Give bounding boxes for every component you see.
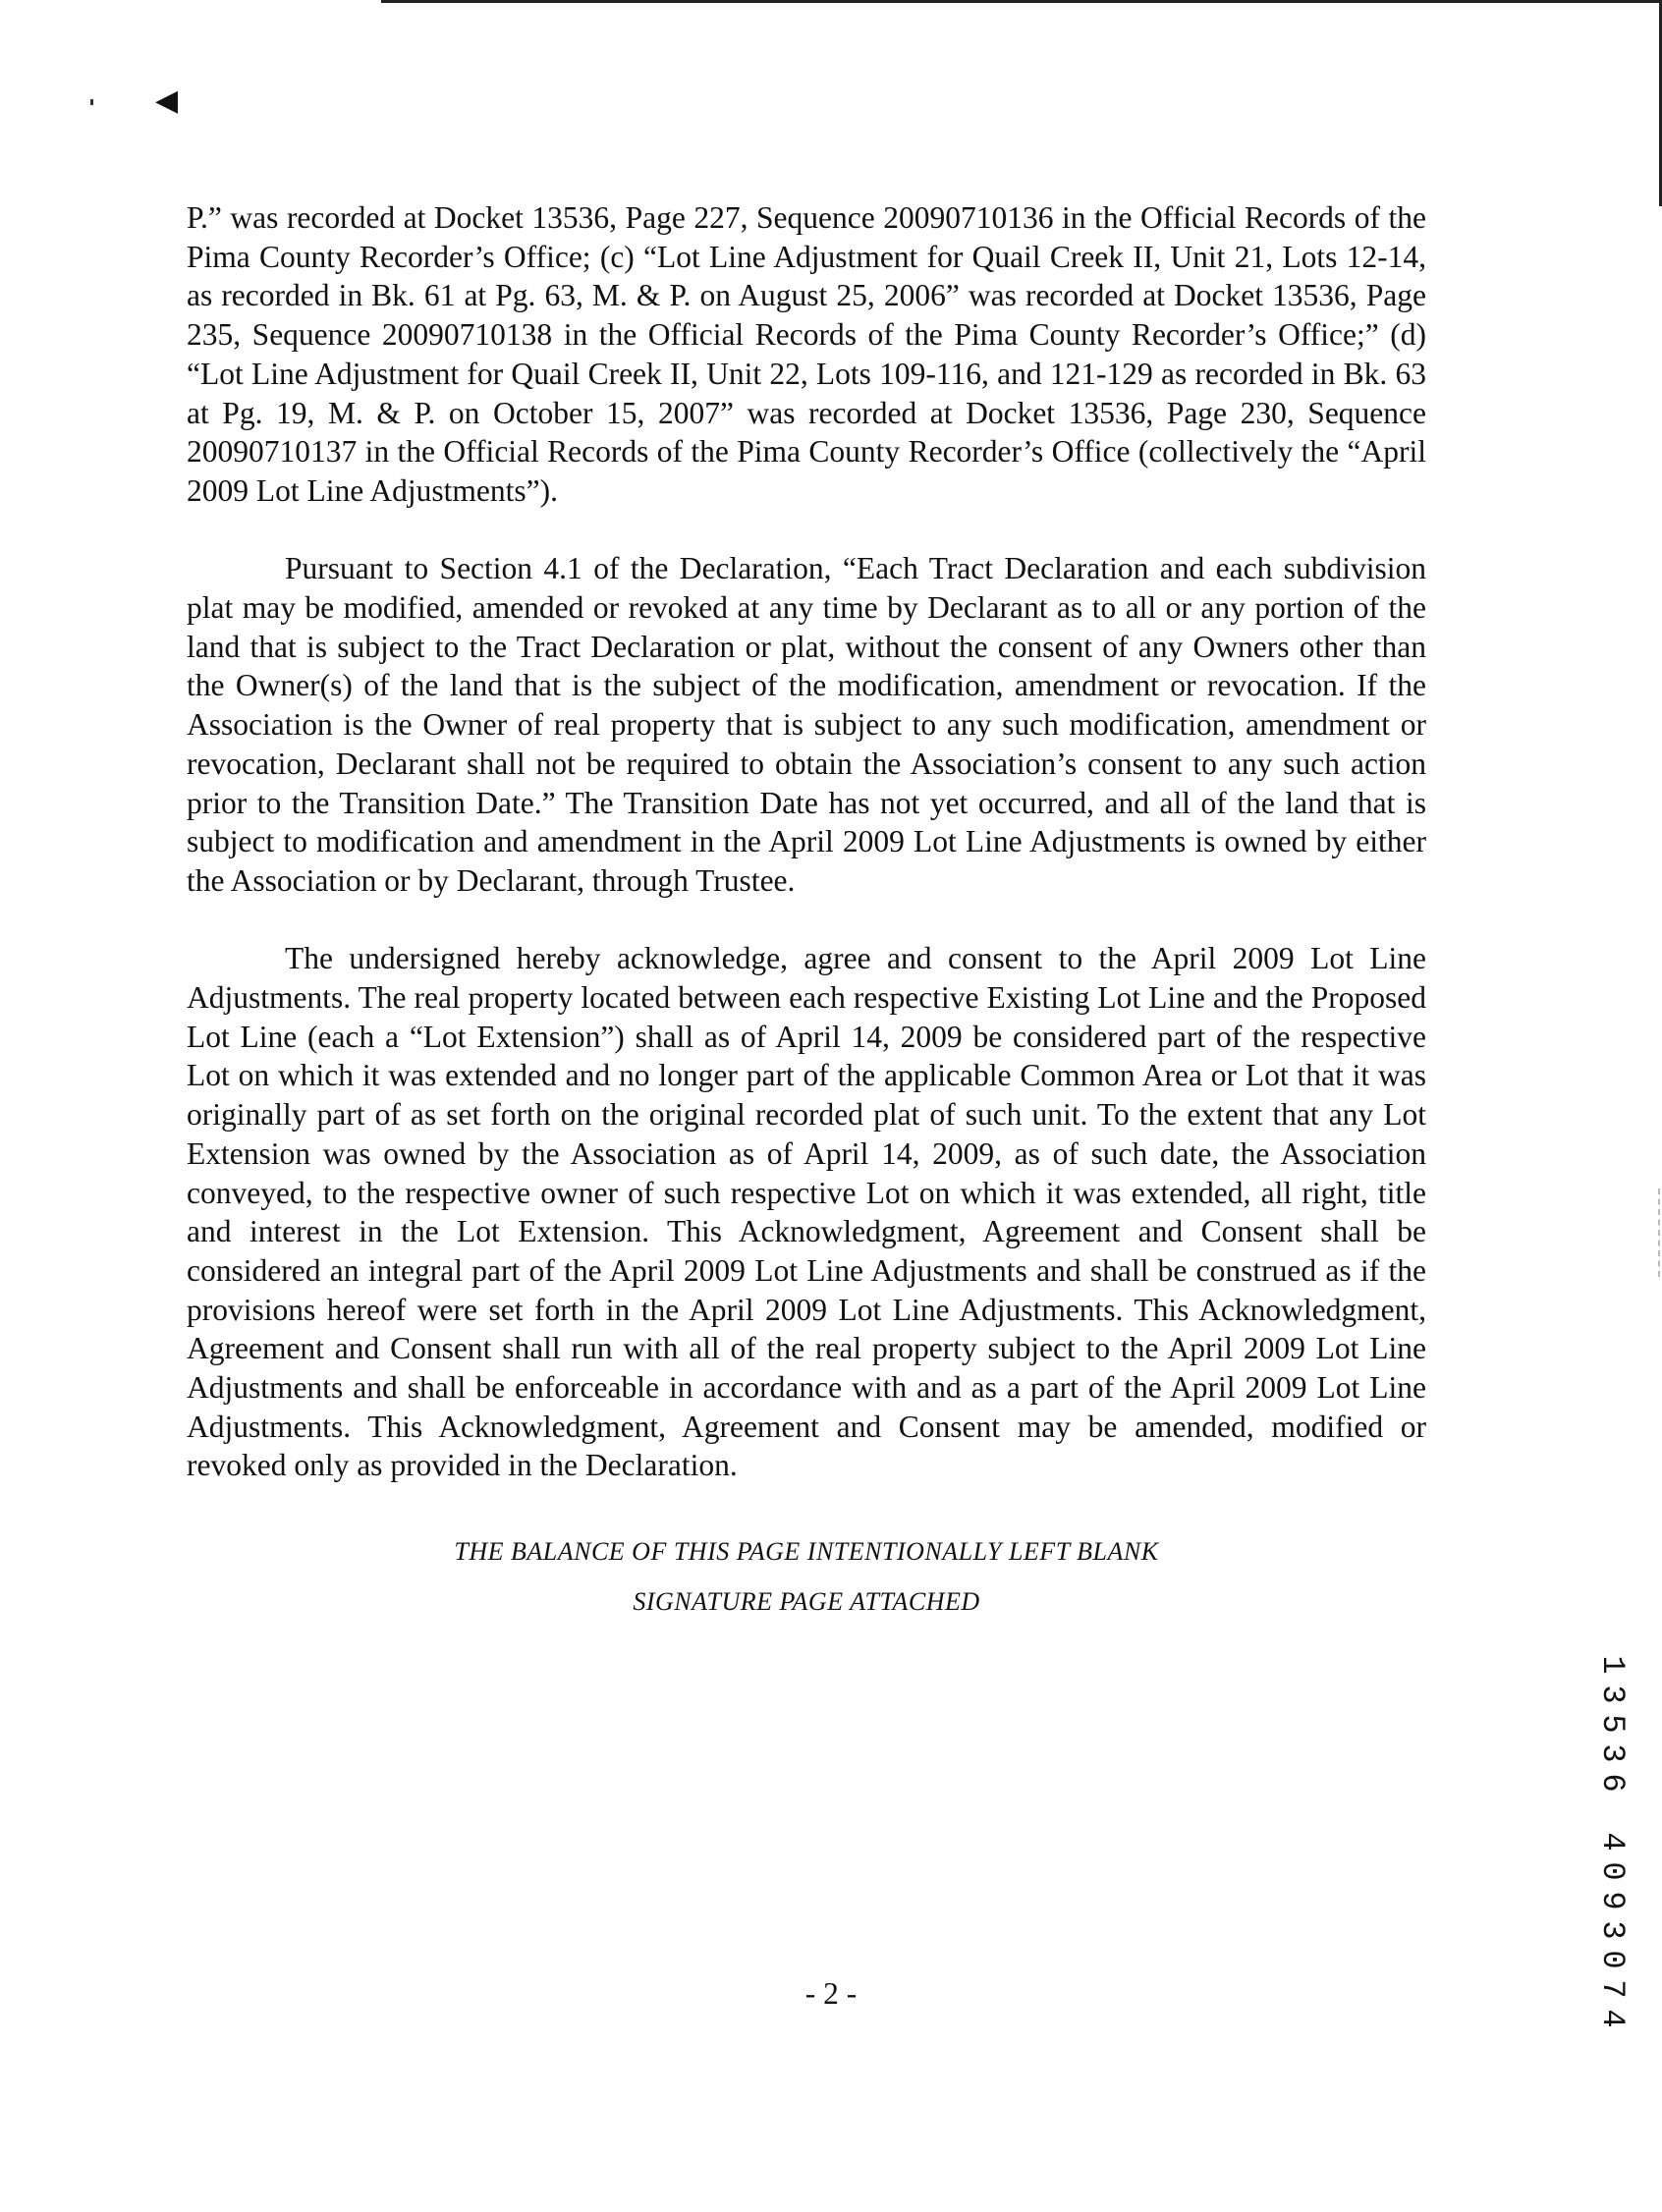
document-body bbox=[187, 198, 1426, 1524]
paragraph-acknowledgment: The undersigned hereby acknowledge, agree and consent to the April 2009 Lot Line Adjustments. The real property located between each respective Existing Lot Line and the Proposed Lot Line (each a “Lot Extension”) shall as of April 14, 2009 be considered part of the respective Lot on which it was extended and no longer part of the applicable Common Area or Lot that it was originally part of as set forth on the original recorded plat of such unit. To the extent that any Lot Extension was owned by the Association as of April 14, 2009, as of such date, the Association conveyed, to the respective owner of such respective Lot on which it was extended, all right, title and interest in the Lot Extension. This Acknowledgment, Agreement and Consent shall be considered an integral part of the April 2009 Lot Line Adjustments and shall be construed as if the provisions hereof were set forth in the April 2009 Lot Line Adjustments. This Acknowledgment, Agreement and Consent shall run with all of the real property subject to the April 2009 Lot Line Adjustments and shall be enforceable in accordance with and as a part of the April 2009 Lot Line Adjustments. This Acknowledgment, Agreement and Consent may be amended, modified or revoked only as provided in the Declaration. bbox=[187, 941, 1426, 1483]
paragraph-section-4-1: Pursuant to Section 4.1 of the Declaration, “Each Tract Declaration and each subdivision plat may be modified, amended or revoked at any time by Declarant as to all or any portion of the land that is subject to the Tract Declaration or plat, without the consent of any Owners other than the Owner(s) of the land that is the subject of the modification, amendment or revocation. If the Association is the Owner of real property that is subject to any such modification, amendment or revocation, Declarant shall not be required to obtain the Association’s consent to any such action prior to the Transition Date.” The Transition Date has not yet occurred, and all of the land that is subject to modification and amendment in the April 2009 Lot Line Adjustments is owned by either the Association or by Declarant, through Trustee. bbox=[187, 551, 1426, 898]
scan-top-border bbox=[381, 0, 1662, 3]
signature-page-notice: SIGNATURE PAGE ATTACHED bbox=[633, 1587, 980, 1616]
blank-page-notice: THE BALANCE OF THIS PAGE INTENTIONALLY LEFT BLANK bbox=[454, 1537, 1159, 1566]
recording-stamp: 1 3 5 3 6 4 0 9 3 0 7 4 bbox=[1594, 1655, 1631, 2028]
scan-speck bbox=[90, 99, 93, 105]
page-number: - 2 - bbox=[804, 1976, 858, 2011]
scan-edge-dashes bbox=[1656, 1189, 1660, 1277]
paragraph-recording-list: P.” was recorded at Docket 13536, Page 227, Sequence 20090710136 in the Official Records of the Pima County Recorder’s Office; (c) “Lot Line Adjustment for Quail Creek II, Unit 21, Lots 12-14, as recorded in Bk. 61 at Pg. 63, M. & P. on August 25, 2006” was recorded at Docket 13536, Page 235, Sequence 20090710138 in the Official Records of the Pima County Recorder’s Office;” (d) “Lot Line Adjustment for Quail Creek II, Unit 22, Lots 109-116, and 121-129 as recorded in Bk. 63 at Pg. 19, M. & P. on October 15, 2007” was recorded at Docket 13536, Page 230, Sequence 20090710137 in the Official Records of the Pima County Recorder’s Office (collectively the “April 2009 Lot Line Adjustments”). bbox=[187, 200, 1426, 508]
left-arrow-mark-icon: ◀ bbox=[155, 84, 179, 117]
